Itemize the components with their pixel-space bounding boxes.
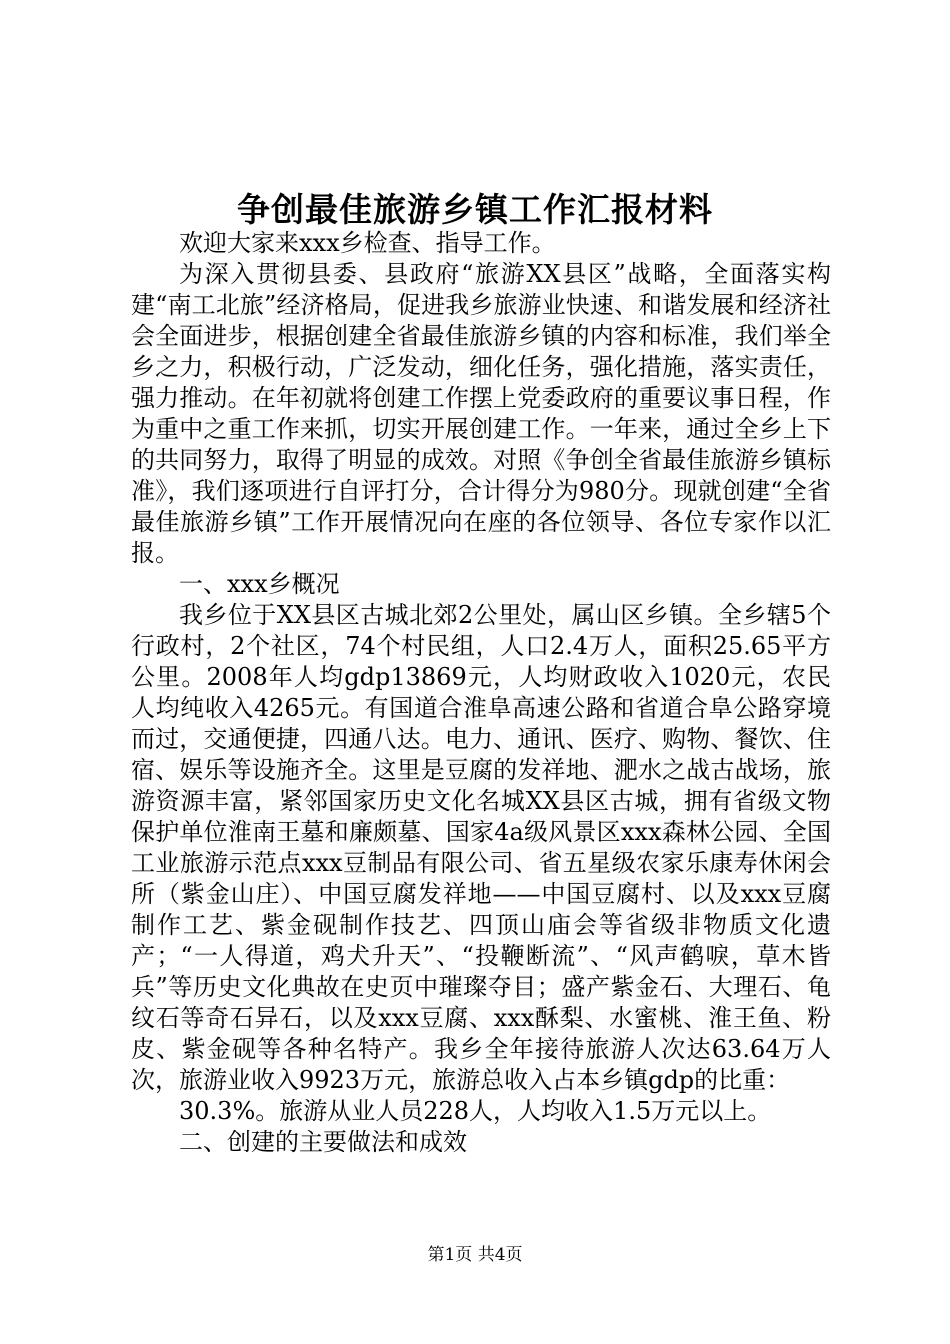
paragraph-overview: 我乡位于XX县区古城北郊2公里处，属山区乡镇。全乡辖5个行政村，2个社区，74个村民组，人口2.4万人，面积25.65平方公里。2008年人均gdp13869元，人均财政收入1020元，农民人均纯收入4265元。有国道合淮阜高速公路和省道合阜公路穿境而过，交通便捷，四通八达。电力、通讯、医疗、购物、餐饮、住宿、娱乐等设施齐全。这里是豆腐的发祥地、淝水之战古战场，旅游资源丰富，紧邻国家历史文化名城XX县区古城，拥有省级文物保护单位淮南王墓和廉颇墓、国家4a级风景区xxx森林公园、全国工业旅游示范点xxx豆制品有限公司、省五星级农家乐康寿休闲会所（紫金山庄）、中国豆腐发祥地——中国豆腐村、以及xxx豆腐制作工艺、紫金砚制作技艺、四顶山庙会等省级非物质文化遗产；“一人得道，鸡犬升天”、“投鞭断流”、“风声鹤唳，草木皆兵”等历史文化典故在史页中璀璨夺目；盛产紫金石、大理石、龟纹石等奇石异石，以及xxx豆腐、xxx酥梨、水蜜桃、淮王鱼、粉皮、紫金砚等各种名特产。我乡全年接待旅游人次达63.64万人次，旅游业收入9923万元，旅游总收入占本乡镇gdp的比重： xyxy=(131,601,831,1094)
section-heading-overview: 一、xxx乡概况 xyxy=(179,570,340,598)
paragraph-welcome: 欢迎大家来xxx乡检查、指导工作。 xyxy=(179,229,556,257)
document-body xyxy=(131,228,831,1158)
page-footer: 第1页 共4页 xyxy=(427,1245,523,1265)
paragraph-stats: 30.3%。旅游从业人员228人，人均收入1.5万元以上。 xyxy=(179,1097,772,1125)
paragraph-intro: 为深入贯彻县委、县政府“旅游XX县区”战略，全面落实构建“南工北旅”经济格局，促进我乡旅游业快速、和谐发展和经济社会全面进步，根据创建全省最佳旅游乡镇的内容和标准，我们举全乡之力，积极行动，广泛发动，细化任务，强化措施，落实责任，强力推动。在年初就将创建工作摆上党委政府的重要议事日程，作为重中之重工作来抓，切实开展创建工作。一年来，通过全乡上下的共同努力，取得了明显的成效。对照《争创全省最佳旅游乡镇标准》，我们逐项进行自评打分，合计得分为980分。现就创建“全省最佳旅游乡镇”工作开展情况向在座的各位领导、各位专家作以汇报。 xyxy=(131,260,831,567)
section-heading-practices: 二、创建的主要做法和成效 xyxy=(179,1128,467,1156)
document-title: 争创最佳旅游乡镇工作汇报材料 xyxy=(237,190,713,229)
